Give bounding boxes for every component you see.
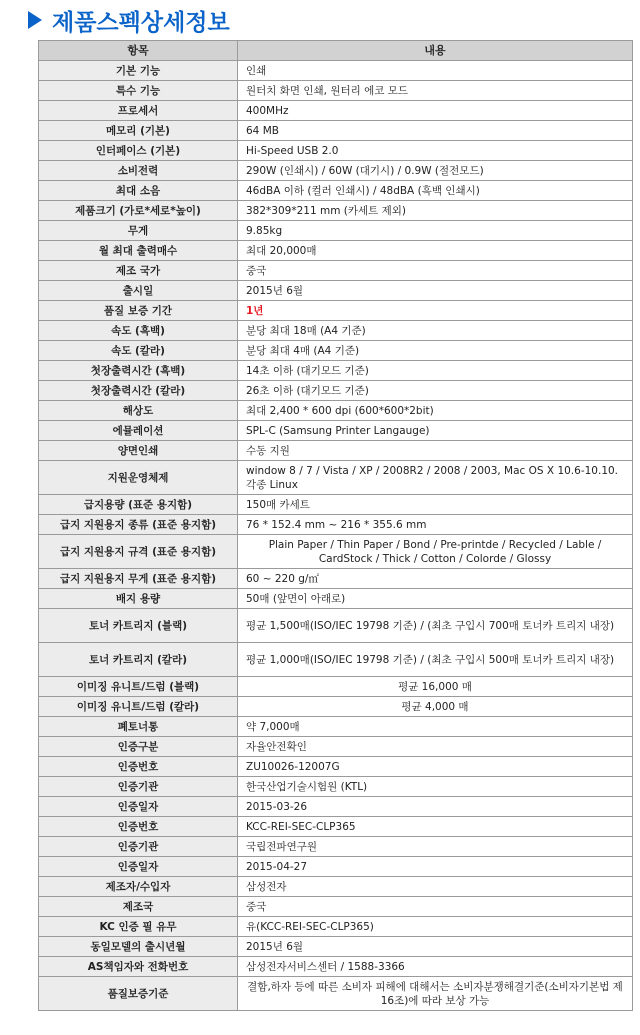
row-label: 최대 소음 — [39, 181, 238, 201]
row-value: Plain Paper / Thin Paper / Bond / Pre-printde / Recycled / Lable / CardStock / Thick / Cotton / Colorde / Glossy — [238, 535, 633, 569]
row-value: 평균 1,000매(ISO/IEC 19798 기준) / (최초 구입시 500매 토너카 트리지 내장) — [238, 643, 633, 677]
table-row — [39, 181, 633, 201]
row-value: 원터치 화면 인쇄, 원터리 에코 모드 — [238, 81, 633, 101]
table-row — [39, 737, 633, 757]
table-row — [39, 609, 633, 643]
header-item: 항목 — [39, 41, 238, 61]
table-row — [39, 817, 633, 837]
table-row — [39, 535, 633, 569]
table-row — [39, 495, 633, 515]
table-row — [39, 461, 633, 495]
row-value: 2015-03-26 — [238, 797, 633, 817]
row-value: 최대 2,400 * 600 dpi (600*600*2bit) — [238, 401, 633, 421]
section-title-text: 제품스펙상세정보 — [52, 9, 230, 36]
row-label: 소비전력 — [39, 161, 238, 181]
table-row — [39, 361, 633, 381]
row-label: 기본 기능 — [39, 61, 238, 81]
table-row — [39, 101, 633, 121]
spec-table — [38, 40, 633, 1011]
table-row — [39, 957, 633, 977]
table-row — [39, 569, 633, 589]
table-header-row — [39, 41, 633, 61]
row-label: KC 인증 필 유무 — [39, 917, 238, 937]
row-label: 출시일 — [39, 281, 238, 301]
row-label: 첫장출력시간 (흑백) — [39, 361, 238, 381]
table-row — [39, 697, 633, 717]
row-label: 첫장출력시간 (칼라) — [39, 381, 238, 401]
row-label: 월 최대 출력매수 — [39, 241, 238, 261]
row-value: 평균 16,000 매 — [238, 677, 633, 697]
row-value: SPL-C (Samsung Printer Langauge) — [238, 421, 633, 441]
row-label: 속도 (칼라) — [39, 341, 238, 361]
row-label: 토너 카트리지 (블랙) — [39, 609, 238, 643]
row-value: 자율안전확인 — [238, 737, 633, 757]
row-value: 400MHz — [238, 101, 633, 121]
row-value: 46dBA 이하 (컬러 인쇄시) / 48dBA (흑백 인쇄시) — [238, 181, 633, 201]
row-value: KCC-REI-SEC-CLP365 — [238, 817, 633, 837]
table-row — [39, 241, 633, 261]
row-value: 한국산업기술시험원 (KTL) — [238, 777, 633, 797]
row-value: 50매 (앞면이 아래로) — [238, 589, 633, 609]
row-label: 제조 국가 — [39, 261, 238, 281]
table-row — [39, 677, 633, 697]
row-value: 결함,하자 등에 따른 소비자 피해에 대해서는 소비자분쟁해결기준(소비자기본법 제 16조)에 따라 보상 가능 — [238, 977, 633, 1011]
row-value: 평균 4,000 매 — [238, 697, 633, 717]
table-row — [39, 61, 633, 81]
row-label: 지원운영체제 — [39, 461, 238, 495]
table-row — [39, 221, 633, 241]
row-label: 프로세서 — [39, 101, 238, 121]
row-value: 중국 — [238, 897, 633, 917]
table-row — [39, 401, 633, 421]
row-value: 국립전파연구원 — [238, 837, 633, 857]
row-value: 14초 이하 (대기모드 기준) — [238, 361, 633, 381]
row-label: 인증기관 — [39, 837, 238, 857]
row-value: 유(KCC-REI-SEC-CLP365) — [238, 917, 633, 937]
warranty-value: 1년 — [238, 301, 633, 321]
table-row — [39, 897, 633, 917]
row-value: 382*309*211 mm (카세트 제외) — [238, 201, 633, 221]
row-label: 급지 지원용지 무게 (표준 용지함) — [39, 569, 238, 589]
table-row — [39, 515, 633, 535]
row-label: 인증구분 — [39, 737, 238, 757]
row-label: 제품크기 (가로*세로*높이) — [39, 201, 238, 221]
row-label: 인증번호 — [39, 757, 238, 777]
section-title — [0, 0, 640, 40]
row-label: 급지용량 (표준 용지함) — [39, 495, 238, 515]
table-row — [39, 877, 633, 897]
row-label: 제조자/수입자 — [39, 877, 238, 897]
row-value: 290W (인쇄시) / 60W (대기시) / 0.9W (절전모드) — [238, 161, 633, 181]
header-content: 내용 — [238, 41, 633, 61]
row-value: 2015년 6월 — [238, 937, 633, 957]
table-row — [39, 141, 633, 161]
table-row — [39, 301, 633, 321]
row-label: 에뮬레이션 — [39, 421, 238, 441]
row-value: 26초 이하 (대기모드 기준) — [238, 381, 633, 401]
row-value: 9.85kg — [238, 221, 633, 241]
table-row — [39, 937, 633, 957]
row-value: 인쇄 — [238, 61, 633, 81]
row-label: 토너 카트리지 (칼라) — [39, 643, 238, 677]
row-value: 150매 카세트 — [238, 495, 633, 515]
table-row — [39, 977, 633, 1011]
row-value: 60 ~ 220 g/㎡ — [238, 569, 633, 589]
row-label: 해상도 — [39, 401, 238, 421]
row-label: 인터페이스 (기본) — [39, 141, 238, 161]
row-value: 2015-04-27 — [238, 857, 633, 877]
row-value: 수동 지원 — [238, 441, 633, 461]
row-label: 인증일자 — [39, 797, 238, 817]
table-row — [39, 797, 633, 817]
row-value: 64 MB — [238, 121, 633, 141]
row-label: 급지 지원용지 규격 (표준 용지함) — [39, 535, 238, 569]
table-row — [39, 281, 633, 301]
row-value: 삼성전자 — [238, 877, 633, 897]
row-label: 제조국 — [39, 897, 238, 917]
row-value: 2015년 6월 — [238, 281, 633, 301]
table-row — [39, 81, 633, 101]
row-label: AS책임자와 전화번호 — [39, 957, 238, 977]
table-row — [39, 589, 633, 609]
table-row — [39, 421, 633, 441]
row-value: 평균 1,500매(ISO/IEC 19798 기준) / (최초 구입시 700매 토너카 트리지 내장) — [238, 609, 633, 643]
row-value: 삼성전자서비스센터 / 1588-3366 — [238, 957, 633, 977]
row-label: 배지 용량 — [39, 589, 238, 609]
row-value: ZU10026-12007G — [238, 757, 633, 777]
table-row — [39, 441, 633, 461]
table-row — [39, 321, 633, 341]
table-row — [39, 777, 633, 797]
row-value: 최대 20,000매 — [238, 241, 633, 261]
row-label: 특수 기능 — [39, 81, 238, 101]
row-label: 폐토너통 — [39, 717, 238, 737]
table-row — [39, 161, 633, 181]
row-value: 분당 최대 18매 (A4 기준) — [238, 321, 633, 341]
row-value: 분당 최대 4매 (A4 기준) — [238, 341, 633, 361]
row-label: 급지 지원용지 종류 (표준 용지함) — [39, 515, 238, 535]
row-label: 무게 — [39, 221, 238, 241]
row-label: 인증일자 — [39, 857, 238, 877]
table-row — [39, 837, 633, 857]
row-label: 동일모델의 출시년월 — [39, 937, 238, 957]
row-value: window 8 / 7 / Vista / XP / 2008R2 / 2008 / 2003, Mac OS X 10.6-10.10. 각종 Linux — [238, 461, 633, 495]
row-label: 이미징 유니트/드럼 (칼라) — [39, 697, 238, 717]
table-row — [39, 121, 633, 141]
table-row — [39, 643, 633, 677]
row-label: 인증기관 — [39, 777, 238, 797]
row-label: 이미징 유니트/드럼 (블랙) — [39, 677, 238, 697]
row-label: 메모리 (기본) — [39, 121, 238, 141]
table-row — [39, 201, 633, 221]
table-row — [39, 917, 633, 937]
table-row — [39, 261, 633, 281]
row-value: Hi-Speed USB 2.0 — [238, 141, 633, 161]
row-label: 품질보증기준 — [39, 977, 238, 1011]
row-value: 76 * 152.4 mm ~ 216 * 355.6 mm — [238, 515, 633, 535]
table-row — [39, 717, 633, 737]
row-label: 품질 보증 기간 — [39, 301, 238, 321]
row-label: 인증번호 — [39, 817, 238, 837]
row-label: 속도 (흑백) — [39, 321, 238, 341]
table-row — [39, 381, 633, 401]
table-row — [39, 857, 633, 877]
row-label: 양면인쇄 — [39, 441, 238, 461]
row-value: 중국 — [238, 261, 633, 281]
row-value: 약 7,000매 — [238, 717, 633, 737]
table-row — [39, 341, 633, 361]
triangle-arrow-icon — [28, 11, 42, 29]
table-row — [39, 757, 633, 777]
